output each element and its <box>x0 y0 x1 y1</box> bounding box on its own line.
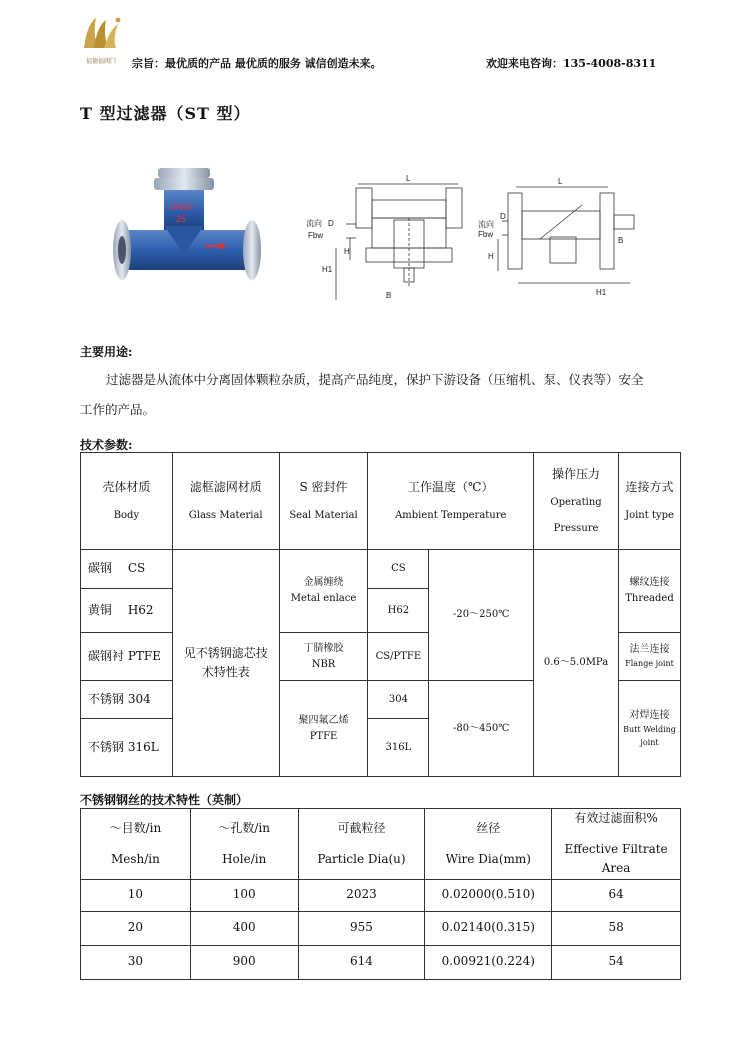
mesh-cell: 64 <box>552 879 681 911</box>
usage-line-1: 过滤器是从流体中分离固体颗粒杂质，提高产品纯度，保护下游设备（压缩机、泵、仪表等）安全 <box>106 372 644 387</box>
tech-params-table <box>80 452 681 777</box>
mesh-cell: 900 <box>190 945 298 979</box>
mesh-cell: 0.00921(0.224) <box>425 945 552 979</box>
seal-nbr: 丁腈橡胶 NBR <box>279 633 368 681</box>
th-body: 壳体材质 Body <box>81 453 173 550</box>
temp-range-1: -20～250℃ <box>429 550 534 681</box>
mesh-th: ～目数/in Mesh/in <box>81 809 191 880</box>
mesh-material-cell: 见不锈钢滤芯技术特性表 <box>172 550 279 777</box>
body-marking-1: DN50 <box>170 202 194 212</box>
flow-en-1: Fbw <box>308 231 324 240</box>
pressure-cell: 0.6～5.0MPa <box>534 550 619 777</box>
dim-h-2: H <box>488 252 494 261</box>
mesh-cell: 54 <box>552 945 681 979</box>
company-logo <box>78 14 124 65</box>
dim-d-1: D <box>328 219 334 228</box>
temp-material: CS/PTFE <box>368 633 429 681</box>
dim-b-1: B <box>386 291 392 300</box>
tech-heading: 技术参数: <box>80 438 133 452</box>
technical-drawing-2 <box>478 175 648 303</box>
mesh-cell: 58 <box>552 911 681 945</box>
joint-threaded: 螺纹连接 Threaded <box>618 550 680 633</box>
body-row: 碳钢衬 PTFE <box>81 633 173 681</box>
table-row <box>81 879 681 911</box>
joint-butt-weld: 对焊连接 Butt Welding joint <box>618 681 680 777</box>
mesh-th: 有效过滤面积% Effective Filtrate Area <box>552 809 681 880</box>
mesh-th: ～孔数/in Hole/in <box>190 809 298 880</box>
mesh-cell: 955 <box>298 911 425 945</box>
th-seal: S 密封件 Seal Material <box>279 453 368 550</box>
th-pressure: 操作压力 Operating Pressure <box>534 453 619 550</box>
th-joint: 连接方式 Joint type <box>618 453 680 550</box>
th-mesh: 滤框滤网材质 Glass Material <box>172 453 279 550</box>
table-row <box>81 945 681 979</box>
flow-en-2: Fbw <box>478 230 494 239</box>
technical-drawing-1 <box>300 168 475 308</box>
dim-h-1: H <box>344 247 350 256</box>
dim-h1-2: H1 <box>596 288 607 297</box>
table-row <box>81 911 681 945</box>
product-photo <box>108 166 266 302</box>
page-title: T 型过滤器（ST 型） <box>80 104 251 123</box>
body-marking-2: 25 <box>176 214 187 224</box>
th-temp: 工作温度（℃） Ambient Temperature <box>368 453 534 550</box>
temp-material: CS <box>368 550 429 589</box>
dim-l-1: L <box>406 174 411 183</box>
temp-material: 304 <box>368 681 429 719</box>
dim-l-2: L <box>558 177 563 186</box>
body-row: 黄铜 H62 <box>81 589 173 633</box>
temp-range-2: -80～450℃ <box>429 681 534 777</box>
flow-zh-2: 流向 <box>478 220 494 229</box>
header-slogan: 宗旨：最优质的产品 最优质的服务 诚信创造未来。 <box>132 57 382 70</box>
mesh-cell: 30 <box>81 945 191 979</box>
usage-line-2: 工作的产品。 <box>80 402 156 417</box>
mesh-th: 丝径 Wire Dia(mm) <box>425 809 552 880</box>
flow-zh-1: 流向 <box>306 219 322 228</box>
body-row: 不锈钢 304 <box>81 681 173 719</box>
seal-ptfe: 聚四氟乙烯 PTFE <box>279 681 368 777</box>
temp-material: H62 <box>368 589 429 633</box>
mesh-cell: 400 <box>190 911 298 945</box>
joint-flange: 法兰连接 Flange joint <box>618 633 680 681</box>
usage-heading: 主要用途: <box>80 345 133 359</box>
mesh-cell: 614 <box>298 945 425 979</box>
mesh-heading: 不锈钢钢丝的技术特性（英制） <box>80 793 249 807</box>
dim-b-2: B <box>618 236 624 245</box>
mesh-cell: 0.02140(0.315) <box>425 911 552 945</box>
temp-material: 316L <box>368 719 429 777</box>
mesh-cell: 2023 <box>298 879 425 911</box>
mesh-table <box>80 808 681 980</box>
header-contact: 欢迎来电咨询：135-4008-8311 <box>486 57 657 70</box>
mesh-cell: 100 <box>190 879 298 911</box>
dim-d-2: D <box>500 212 506 221</box>
body-row: 碳钢 CS <box>81 550 173 589</box>
logo-caption: 福德福阀门 <box>85 58 116 65</box>
mesh-cell: 20 <box>81 911 191 945</box>
body-row: 不锈钢 316L <box>81 719 173 777</box>
seal-metal: 金属缠绕 Metal enlace <box>279 550 368 633</box>
mesh-cell: 10 <box>81 879 191 911</box>
mesh-cell: 0.02000(0.510) <box>425 879 552 911</box>
dim-h1-1: H1 <box>322 265 333 274</box>
mesh-th: 可截粒径 Particle Dia(u) <box>298 809 425 880</box>
